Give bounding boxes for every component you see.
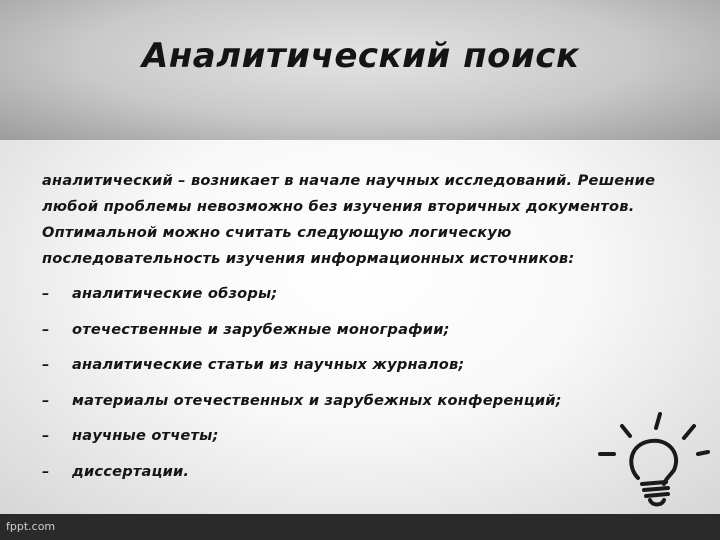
list-item	[42, 418, 692, 454]
list-item-text: аналитические статьи из научных журналов;	[72, 356, 465, 373]
list-dash: –	[42, 356, 50, 373]
intro-paragraph: аналитический – возникает в начале научных исследований. Решение любой проблемы невозможно без изучения вторичных документов. Оптимальной можно считать следующую логическую последовательность изучения информационных источников:	[42, 172, 656, 267]
list-item	[42, 454, 692, 490]
list-dash: –	[42, 320, 50, 338]
list-item-text: научные отчеты;	[72, 427, 219, 444]
slide-content	[42, 168, 692, 489]
list-dash: –	[42, 391, 50, 409]
list-dash: –	[42, 462, 50, 480]
slide-title: Аналитический поиск	[142, 36, 580, 76]
list-item	[42, 312, 692, 348]
lightbulb-icon	[598, 412, 710, 512]
list-item	[42, 383, 692, 419]
list-item-text: диссертации.	[72, 462, 190, 480]
watermark: fppt.com	[6, 520, 56, 533]
slide-header	[0, 0, 720, 140]
bottom-bar	[0, 514, 720, 540]
list-item	[42, 276, 692, 312]
list-dash: –	[42, 427, 50, 444]
source-list	[42, 276, 692, 489]
list-item-text: материалы отечественных и зарубежных конференций;	[72, 391, 562, 409]
list-item-text: отечественные и зарубежные монографии;	[72, 320, 450, 338]
list-item-text: аналитические обзоры;	[72, 285, 278, 302]
list-dash: –	[42, 285, 50, 302]
list-item	[42, 347, 692, 383]
